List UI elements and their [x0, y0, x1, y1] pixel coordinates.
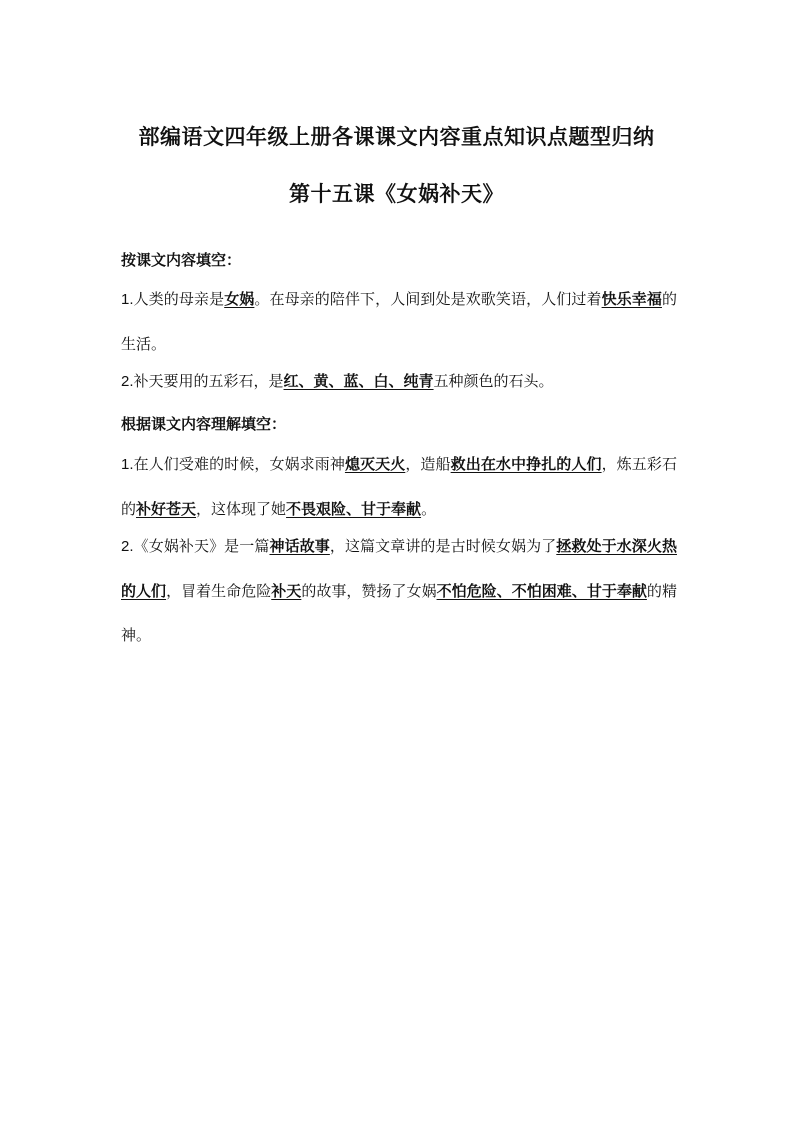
answer-text: 神话故事	[269, 537, 330, 555]
answer-text: 拯救处于水深火热的人们	[121, 537, 677, 600]
question-text: 的生活。	[121, 290, 677, 353]
section-heading-comprehension: 根据课文内容理解填空：	[121, 415, 287, 433]
question-text: 人类的母亲是	[133, 290, 225, 308]
answer-text: 红、黄、蓝、白、纯青	[283, 372, 434, 390]
question-1-1	[121, 277, 677, 366]
answer-text: 补好苍天	[136, 500, 197, 518]
section-heading-fill-by-text: 按课文内容填空：	[121, 251, 242, 269]
question-text: 在人们受难的时候，女娲求雨神	[133, 455, 345, 473]
answer-text: 不畏艰险、甘于奉献	[286, 500, 422, 518]
question-text: ，炼五彩石的	[121, 455, 677, 518]
answer-text: 快乐幸福	[601, 290, 662, 308]
answer-text: 补天	[271, 582, 302, 600]
question-text: 。在母亲的陪伴下，人间到处是欢歌笑语，人们过着	[254, 290, 602, 308]
lesson-title: 第十五课《女娲补天》	[289, 182, 504, 206]
question-text: ，冒着生命危险	[166, 582, 272, 600]
question-text: 。	[421, 500, 437, 518]
question-text: 《女娲补天》是一篇	[133, 537, 270, 555]
question-1-2	[121, 359, 677, 404]
answer-text: 女娲	[224, 290, 255, 308]
answer-text: 救出在水中挣扎的人们	[450, 455, 602, 473]
question-number: 1.	[121, 456, 134, 473]
question-text: 五种颜色的石头。	[433, 372, 554, 390]
question-text: ，这体现了她	[196, 500, 287, 518]
question-text: 补天要用的五彩石，是	[133, 372, 284, 390]
question-2-2	[121, 524, 677, 657]
question-number: 1.	[121, 291, 134, 308]
question-text: 的精神。	[121, 582, 677, 644]
question-number: 2.	[121, 373, 134, 390]
answer-text: 不怕危险、不怕困难、甘于奉献	[436, 582, 647, 600]
document-title: 部编语文四年级上册各课课文内容重点知识点题型归纳	[138, 125, 655, 149]
question-2-1	[121, 442, 677, 531]
question-text: ，这篇文章讲的是古时候女娲为了	[329, 537, 557, 555]
question-text: 的故事，赞扬了女娲	[301, 582, 437, 600]
answer-text: 熄灭天火	[344, 455, 406, 473]
question-number: 2.	[121, 538, 134, 555]
question-text: ，造船	[405, 455, 451, 473]
